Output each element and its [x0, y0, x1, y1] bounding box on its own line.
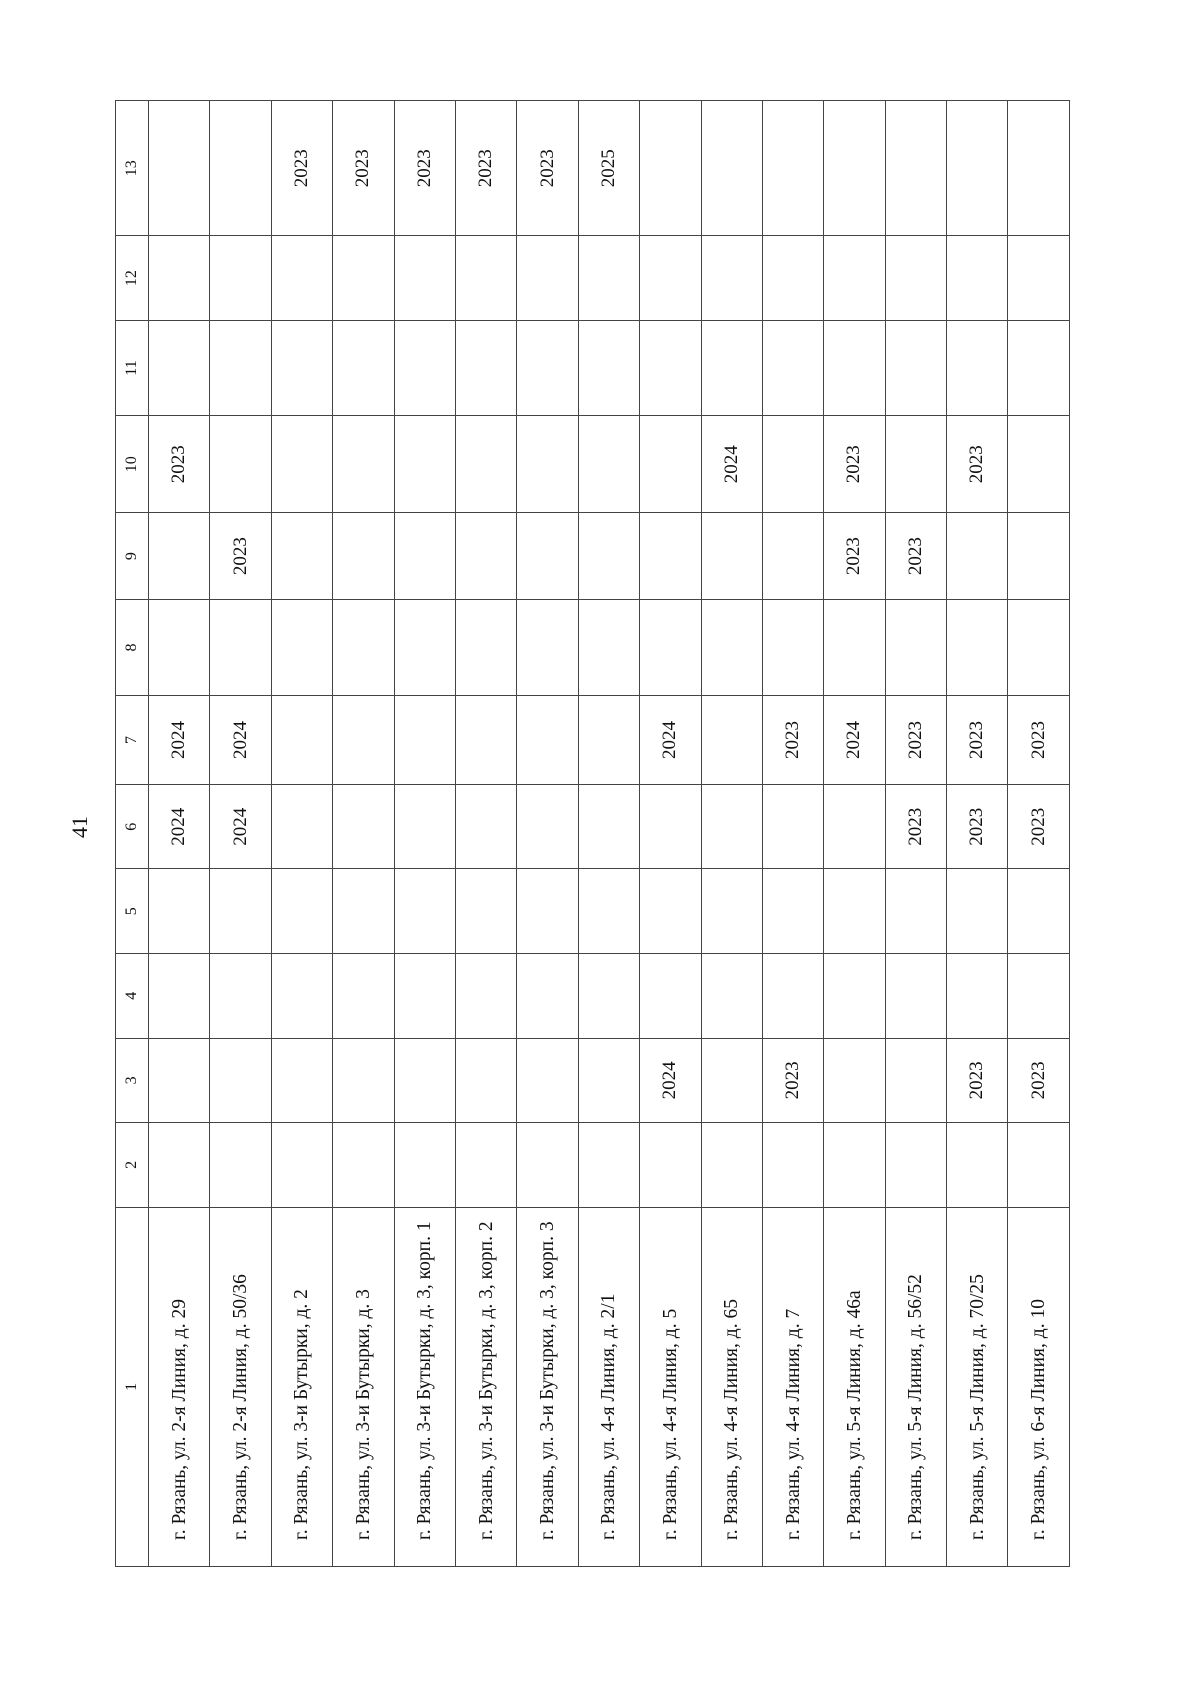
year-cell-c3 — [210, 1038, 271, 1123]
year-cell-c4 — [271, 954, 332, 1039]
year-cell-c3: 2023 — [947, 1038, 1008, 1123]
table-body — [149, 101, 1070, 1567]
year-cell-c4 — [455, 954, 516, 1039]
year-cell-c11 — [333, 320, 394, 415]
column-header: 8 — [116, 599, 149, 695]
address-cell: г. Рязань, ул. 4-я Линия, д. 7 — [762, 1207, 823, 1566]
year-cell-c4 — [578, 954, 639, 1039]
year-cell-c3 — [824, 1038, 885, 1123]
address-cell: г. Рязань, ул. 5-я Линия, д. 56/52 — [885, 1207, 946, 1566]
year-cell-c10 — [885, 416, 946, 513]
year-cell-c3 — [271, 1038, 332, 1123]
year-cell-c7: 2023 — [762, 696, 823, 785]
year-cell-c11 — [271, 320, 332, 415]
year-cell-c7 — [517, 696, 578, 785]
year-cell-c9: 2023 — [824, 513, 885, 600]
year-cell-c4 — [394, 954, 455, 1039]
column-header: 6 — [116, 784, 149, 869]
year-cell-c10 — [517, 416, 578, 513]
year-cell-c2 — [455, 1123, 516, 1208]
year-cell-c7 — [394, 696, 455, 785]
year-cell-c9 — [271, 513, 332, 600]
year-cell-c9 — [1008, 513, 1070, 600]
year-cell-c2 — [701, 1123, 762, 1208]
year-cell-c12 — [394, 236, 455, 321]
year-cell-c5 — [455, 869, 516, 954]
year-cell-c10 — [394, 416, 455, 513]
table-row — [1008, 101, 1070, 1567]
year-cell-c12 — [1008, 236, 1070, 321]
table-row — [640, 101, 701, 1567]
year-cell-c8 — [701, 599, 762, 695]
year-cell-c10 — [271, 416, 332, 513]
year-cell-c7: 2024 — [640, 696, 701, 785]
year-cell-c6 — [824, 784, 885, 869]
year-cell-c6 — [333, 784, 394, 869]
year-cell-c8 — [210, 599, 271, 695]
year-cell-c5 — [762, 869, 823, 954]
year-cell-c9: 2023 — [210, 513, 271, 600]
year-cell-c11 — [210, 320, 271, 415]
year-cell-c11 — [1008, 320, 1070, 415]
year-cell-c13 — [762, 101, 823, 236]
year-cell-c8 — [394, 599, 455, 695]
year-cell-c7 — [333, 696, 394, 785]
year-cell-c3 — [578, 1038, 639, 1123]
column-header: 2 — [116, 1123, 149, 1208]
year-cell-c2 — [394, 1123, 455, 1208]
year-cell-c12 — [701, 236, 762, 321]
year-cell-c10: 2023 — [824, 416, 885, 513]
year-cell-c12 — [455, 236, 516, 321]
year-cell-c10 — [762, 416, 823, 513]
year-cell-c10 — [455, 416, 516, 513]
year-cell-c11 — [701, 320, 762, 415]
address-cell: г. Рязань, ул. 6-я Линия, д. 10 — [1008, 1207, 1070, 1566]
year-cell-c5 — [701, 869, 762, 954]
address-cell: г. Рязань, ул. 4-я Линия, д. 2/1 — [578, 1207, 639, 1566]
year-cell-c7 — [271, 696, 332, 785]
year-cell-c8 — [333, 599, 394, 695]
year-cell-c3 — [701, 1038, 762, 1123]
year-cell-c3 — [333, 1038, 394, 1123]
year-cell-c6 — [578, 784, 639, 869]
year-cell-c8 — [149, 599, 210, 695]
year-cell-c8 — [885, 599, 946, 695]
year-cell-c5 — [824, 869, 885, 954]
year-cell-c9 — [701, 513, 762, 600]
year-cell-c10: 2023 — [947, 416, 1008, 513]
year-cell-c5 — [640, 869, 701, 954]
year-cell-c5 — [394, 869, 455, 954]
year-cell-c2 — [517, 1123, 578, 1208]
year-cell-c2 — [333, 1123, 394, 1208]
table-row — [762, 101, 823, 1567]
year-cell-c3 — [394, 1038, 455, 1123]
year-cell-c11 — [149, 320, 210, 415]
year-cell-c2 — [210, 1123, 271, 1208]
year-cell-c8 — [824, 599, 885, 695]
address-cell: г. Рязань, ул. 4-я Линия, д. 65 — [701, 1207, 762, 1566]
year-cell-c7: 2023 — [885, 696, 946, 785]
year-cell-c11 — [394, 320, 455, 415]
year-cell-c10: 2024 — [701, 416, 762, 513]
year-cell-c3 — [517, 1038, 578, 1123]
year-cell-c5 — [210, 869, 271, 954]
year-cell-c7: 2024 — [824, 696, 885, 785]
year-cell-c6 — [640, 784, 701, 869]
year-cell-c7: 2023 — [947, 696, 1008, 785]
year-cell-c4 — [333, 954, 394, 1039]
table-row — [578, 101, 639, 1567]
year-cell-c10 — [640, 416, 701, 513]
table-row — [517, 101, 578, 1567]
year-cell-c6 — [271, 784, 332, 869]
year-cell-c13 — [885, 101, 946, 236]
year-cell-c13 — [1008, 101, 1070, 236]
year-cell-c11 — [640, 320, 701, 415]
year-cell-c8 — [578, 599, 639, 695]
column-header: 13 — [116, 101, 149, 236]
address-cell: г. Рязань, ул. 2-я Линия, д. 29 — [149, 1207, 210, 1566]
table-row — [271, 101, 332, 1567]
year-cell-c13: 2023 — [271, 101, 332, 236]
schedule-table — [115, 100, 1070, 1567]
year-cell-c2 — [271, 1123, 332, 1208]
year-cell-c12 — [640, 236, 701, 321]
year-cell-c3: 2024 — [640, 1038, 701, 1123]
table-row — [455, 101, 516, 1567]
year-cell-c5 — [885, 869, 946, 954]
year-cell-c11 — [947, 320, 1008, 415]
year-cell-c5 — [578, 869, 639, 954]
column-header: 3 — [116, 1038, 149, 1123]
year-cell-c9: 2023 — [885, 513, 946, 600]
column-header: 1 — [116, 1207, 149, 1566]
year-cell-c2 — [947, 1123, 1008, 1208]
header-row — [116, 101, 149, 1567]
year-cell-c10 — [210, 416, 271, 513]
year-cell-c3: 2023 — [762, 1038, 823, 1123]
year-cell-c6: 2024 — [149, 784, 210, 869]
year-cell-c7 — [578, 696, 639, 785]
year-cell-c8 — [640, 599, 701, 695]
year-cell-c6 — [701, 784, 762, 869]
year-cell-c13 — [149, 101, 210, 236]
year-cell-c13: 2023 — [394, 101, 455, 236]
year-cell-c6: 2023 — [885, 784, 946, 869]
year-cell-c8 — [762, 599, 823, 695]
year-cell-c8 — [271, 599, 332, 695]
table-row — [947, 101, 1008, 1567]
table-row — [824, 101, 885, 1567]
year-cell-c12 — [947, 236, 1008, 321]
year-cell-c8 — [1008, 599, 1070, 695]
year-cell-c2 — [640, 1123, 701, 1208]
year-cell-c6: 2023 — [947, 784, 1008, 869]
address-cell: г. Рязань, ул. 4-я Линия, д. 5 — [640, 1207, 701, 1566]
year-cell-c11 — [824, 320, 885, 415]
year-cell-c2 — [762, 1123, 823, 1208]
year-cell-c12 — [762, 236, 823, 321]
year-cell-c12 — [210, 236, 271, 321]
year-cell-c4 — [947, 954, 1008, 1039]
year-cell-c12 — [271, 236, 332, 321]
year-cell-c8 — [455, 599, 516, 695]
year-cell-c5 — [947, 869, 1008, 954]
year-cell-c9 — [947, 513, 1008, 600]
year-cell-c7: 2023 — [1008, 696, 1070, 785]
year-cell-c3 — [455, 1038, 516, 1123]
year-cell-c13: 2023 — [333, 101, 394, 236]
year-cell-c11 — [762, 320, 823, 415]
address-cell: г. Рязань, ул. 3-и Бутырки, д. 3, корп. 1 — [394, 1207, 455, 1566]
column-header: 7 — [116, 696, 149, 785]
year-cell-c5 — [271, 869, 332, 954]
year-cell-c5 — [333, 869, 394, 954]
year-cell-c6 — [455, 784, 516, 869]
year-cell-c4 — [149, 954, 210, 1039]
table-row — [885, 101, 946, 1567]
year-cell-c5 — [517, 869, 578, 954]
year-cell-c10 — [1008, 416, 1070, 513]
year-cell-c12 — [885, 236, 946, 321]
year-cell-c12 — [149, 236, 210, 321]
column-header: 11 — [116, 320, 149, 415]
year-cell-c2 — [1008, 1123, 1070, 1208]
year-cell-c6: 2024 — [210, 784, 271, 869]
table-row — [701, 101, 762, 1567]
rotated-table-container — [115, 100, 1070, 1567]
year-cell-c4 — [517, 954, 578, 1039]
year-cell-c7: 2024 — [149, 696, 210, 785]
year-cell-c12 — [517, 236, 578, 321]
year-cell-c13 — [947, 101, 1008, 236]
year-cell-c12 — [333, 236, 394, 321]
year-cell-c10 — [578, 416, 639, 513]
year-cell-c3 — [885, 1038, 946, 1123]
year-cell-c7 — [455, 696, 516, 785]
year-cell-c9 — [333, 513, 394, 600]
page-number: 41 — [67, 816, 92, 838]
year-cell-c11 — [885, 320, 946, 415]
column-header: 10 — [116, 416, 149, 513]
table-row — [210, 101, 271, 1567]
year-cell-c8 — [947, 599, 1008, 695]
table-row — [333, 101, 394, 1567]
year-cell-c9 — [640, 513, 701, 600]
year-cell-c9 — [394, 513, 455, 600]
year-cell-c12 — [824, 236, 885, 321]
year-cell-c6 — [517, 784, 578, 869]
column-header: 12 — [116, 236, 149, 321]
address-cell: г. Рязань, ул. 3-и Бутырки, д. 3, корп. 2 — [455, 1207, 516, 1566]
year-cell-c5 — [1008, 869, 1070, 954]
year-cell-c11 — [517, 320, 578, 415]
year-cell-c7 — [701, 696, 762, 785]
year-cell-c12 — [578, 236, 639, 321]
column-header: 9 — [116, 513, 149, 600]
year-cell-c4 — [824, 954, 885, 1039]
year-cell-c13 — [824, 101, 885, 236]
year-cell-c9 — [517, 513, 578, 600]
year-cell-c10: 2023 — [149, 416, 210, 513]
year-cell-c7: 2024 — [210, 696, 271, 785]
table-row — [149, 101, 210, 1567]
year-cell-c4 — [701, 954, 762, 1039]
year-cell-c6 — [762, 784, 823, 869]
column-header: 4 — [116, 954, 149, 1039]
year-cell-c11 — [455, 320, 516, 415]
address-cell: г. Рязань, ул. 3-и Бутырки, д. 2 — [271, 1207, 332, 1566]
year-cell-c6: 2023 — [1008, 784, 1070, 869]
year-cell-c3 — [149, 1038, 210, 1123]
year-cell-c10 — [333, 416, 394, 513]
year-cell-c9 — [578, 513, 639, 600]
year-cell-c13 — [640, 101, 701, 236]
address-cell: г. Рязань, ул. 3-и Бутырки, д. 3, корп. 3 — [517, 1207, 578, 1566]
year-cell-c3: 2023 — [1008, 1038, 1070, 1123]
year-cell-c9 — [149, 513, 210, 600]
column-header: 5 — [116, 869, 149, 954]
year-cell-c4 — [210, 954, 271, 1039]
address-cell: г. Рязань, ул. 3-и Бутырки, д. 3 — [333, 1207, 394, 1566]
year-cell-c8 — [517, 599, 578, 695]
address-cell: г. Рязань, ул. 2-я Линия, д. 50/36 — [210, 1207, 271, 1566]
year-cell-c9 — [455, 513, 516, 600]
year-cell-c13: 2023 — [455, 101, 516, 236]
table-row — [394, 101, 455, 1567]
year-cell-c13: 2025 — [578, 101, 639, 236]
address-cell: г. Рязань, ул. 5-я Линия, д. 46а — [824, 1207, 885, 1566]
year-cell-c13 — [701, 101, 762, 236]
year-cell-c2 — [885, 1123, 946, 1208]
year-cell-c2 — [578, 1123, 639, 1208]
year-cell-c5 — [149, 869, 210, 954]
address-cell: г. Рязань, ул. 5-я Линия, д. 70/25 — [947, 1207, 1008, 1566]
year-cell-c4 — [762, 954, 823, 1039]
year-cell-c4 — [1008, 954, 1070, 1039]
year-cell-c2 — [824, 1123, 885, 1208]
year-cell-c6 — [394, 784, 455, 869]
year-cell-c4 — [640, 954, 701, 1039]
year-cell-c4 — [885, 954, 946, 1039]
year-cell-c2 — [149, 1123, 210, 1208]
year-cell-c13: 2023 — [517, 101, 578, 236]
year-cell-c11 — [578, 320, 639, 415]
year-cell-c9 — [762, 513, 823, 600]
year-cell-c13 — [210, 101, 271, 236]
